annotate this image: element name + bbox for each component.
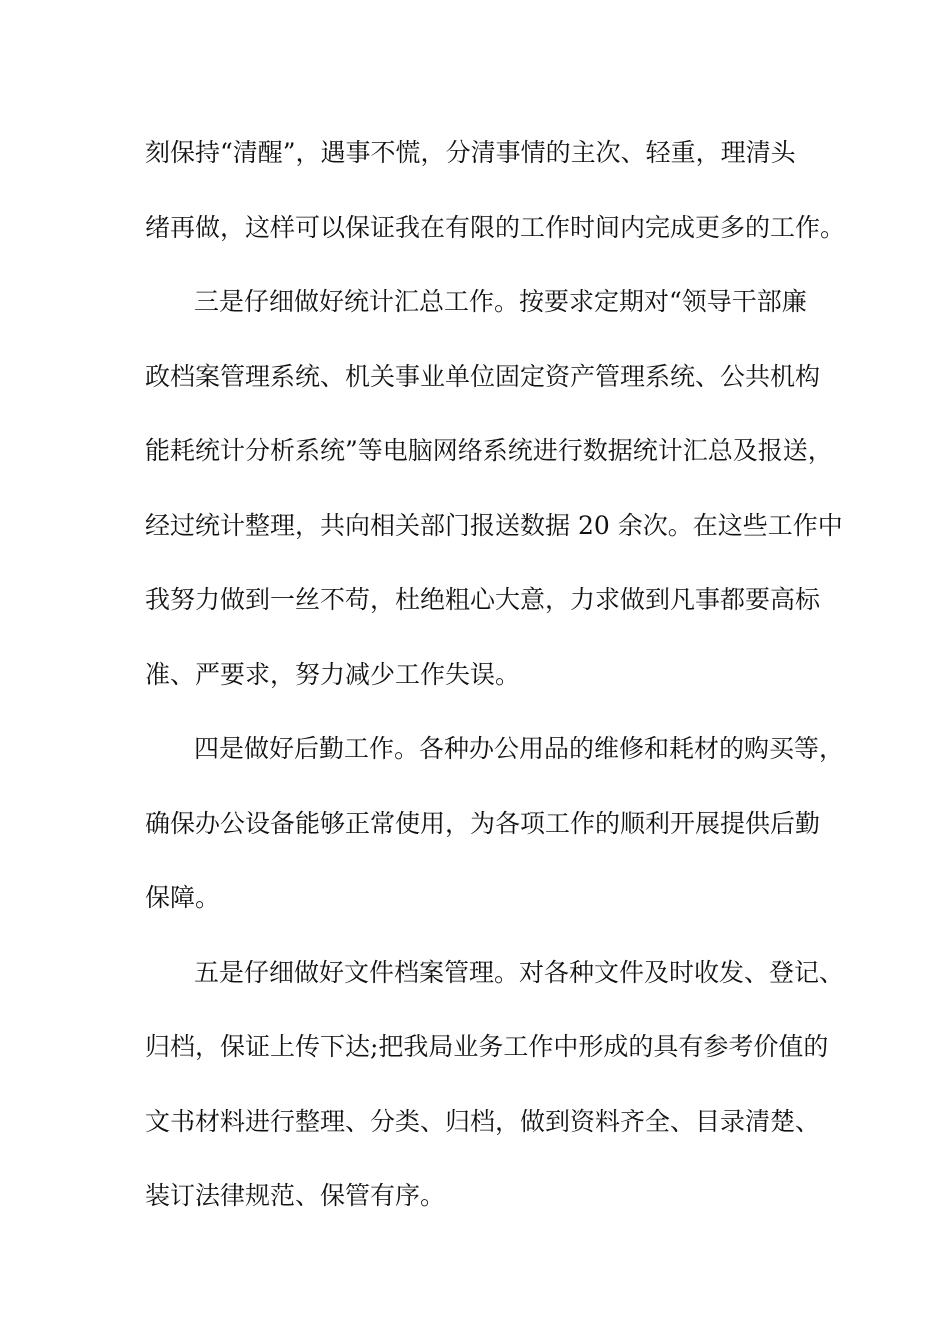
text-line: 能耗统计分析系统”等电脑网络系统进行数据统计汇总及报送， (145, 436, 833, 465)
text-line: 确保办公设备能够正常使用，为各项工作的顺利开展提供后勤 (145, 808, 821, 838)
text-line: 准、严要求，努力减少工作失误。 (145, 659, 521, 689)
text-line: 我努力做到一丝不苟，杜绝粗心大意，力求做到凡事都要高标 (145, 585, 821, 614)
paragraph-start-line: 三是仔细做好统计汇总工作。按要求定期对“领导干部廉 (194, 287, 807, 316)
text-line: 经过统计整理，共向相关部门报送数据 20 余次。在这些工作中 (145, 510, 843, 540)
text-line: 政档案管理系统、机关事业单位固定资产管理系统、公共机构 (145, 361, 821, 391)
text-line: 文书材料进行整理、分类、归档，做到资料齐全、目录清楚、 (145, 1106, 821, 1136)
paragraph-start-line: 四是做好后勤工作。各种办公用品的维修和耗材的购买等， (194, 734, 845, 763)
text-line: 绪再做，这样可以保证我在有限的工作时间内完成更多的工作。 (145, 212, 846, 242)
document-body (145, 126, 846, 1244)
text-line: 刻保持“清醒”，遇事不慌，分清事情的主次、轻重，理清头 (145, 138, 796, 167)
paragraph-start-line: 五是仔细做好文件档案管理。对各种文件及时收发、登记、 (194, 957, 845, 987)
text-line: 保障。 (145, 883, 221, 912)
text-line: 装订法律规范、保管有序。 (145, 1181, 446, 1210)
text-line: 归档，保证上传下达;把我局业务工作中形成的具有参考价值的 (145, 1032, 829, 1061)
